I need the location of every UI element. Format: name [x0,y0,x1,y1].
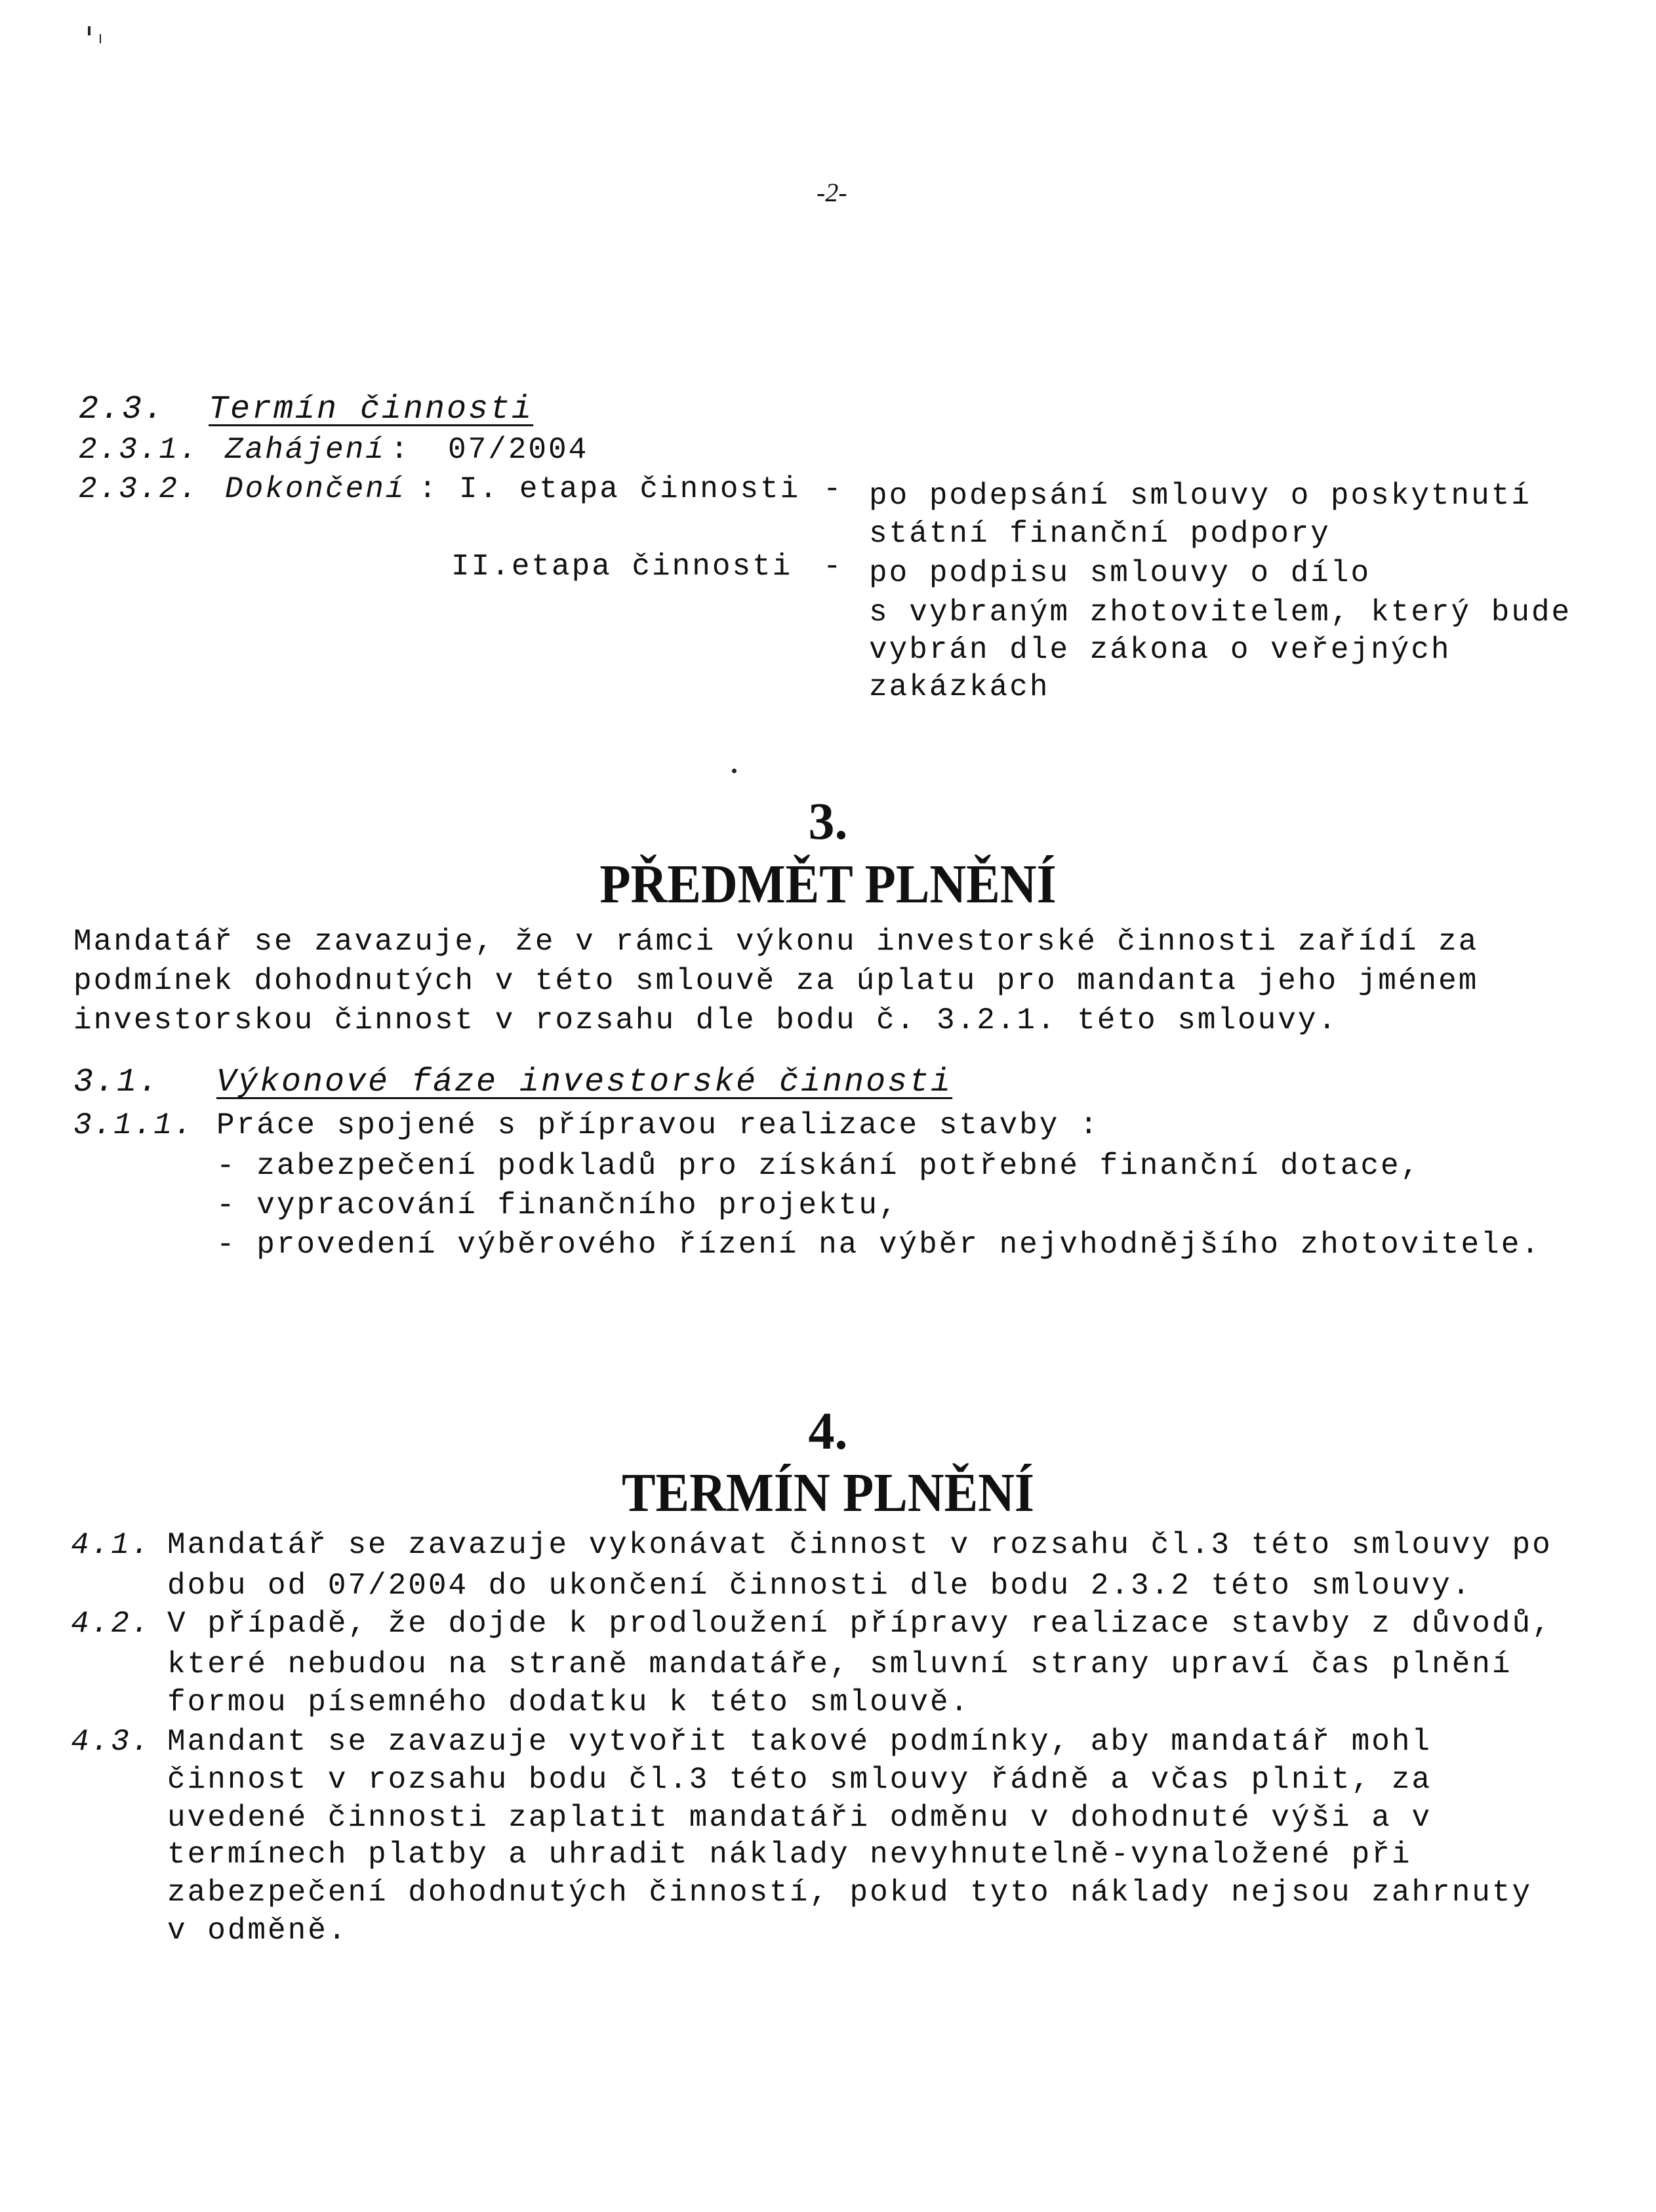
item-4-2-line: V případě, že dojde k prodloužení přípravy realizace stavby z důvodů, [167,1607,1552,1641]
scan-speck [732,769,737,773]
item-2-3-1-separator: : [390,433,411,467]
item-4-3-number: 4.3. [71,1725,151,1759]
item-2-3-2-number: 2.3.2. [79,472,199,506]
item-4-3-line: termínech platby a uhradit náklady nevyhnutelně-vynaložené při [167,1838,1412,1872]
item-4-2-line: které nebudou na straně mandatáře, smluvní strany upraví čas plnění [167,1647,1512,1681]
stage-2-name: II.etapa činnosti [451,550,793,584]
stage-2-line: zakázkách [869,670,1050,704]
item-3-1-1-bullet: - zabezpečení podkladů pro získání potřebné finanční dotace, [216,1149,1421,1183]
stage-1-name: I. etapa činnosti [459,472,801,506]
item-3-1-1-number: 3.1.1. [73,1108,194,1142]
item-4-1-line: dobu od 07/2004 do ukončení činnosti dle bodu 2.3.2 této smlouvy. [167,1569,1472,1603]
stage-2-dash: - [823,550,843,584]
scan-speck [100,34,101,43]
section-2-3-number: 2.3. [79,391,166,428]
item-2-3-2-separator: : [418,472,439,506]
item-4-3-line: činnost v rozsahu bodu čl.3 této smlouvy řádně a včas plnit, za [167,1763,1432,1797]
item-3-1-1-text: Práce spojené s přípravou realizace stavby : [216,1108,1100,1142]
stage-1-line: po podepsání smlouvy o poskytnutí [869,479,1531,513]
item-2-3-1-label: Zahájení [225,433,386,467]
item-4-3-line: Mandant se zavazuje vytvořit takové podmínky, aby mandatář mohl [167,1725,1432,1759]
stage-1-line: státní finanční podpory [869,517,1331,551]
section-3-intro-line: Mandatář se zavazuje, že v rámci výkonu investorské činnosti zařídí za [73,925,1479,959]
page-number: -2- [817,178,847,207]
stage-2-line: s vybraným zhotovitelem, který bude [869,595,1572,630]
section-3-1-number: 3.1. [73,1064,161,1101]
item-2-3-2-label: Dokončení [225,472,406,506]
section-3-intro-line: investorskou činnost v rozsahu dle bodu č. 3.2.1. této smlouvy. [73,1003,1339,1037]
section-3-number: 3. [808,793,848,851]
item-4-3-line: v odměně. [167,1914,348,1948]
section-3-intro-line: podmínek dohodnutých v této smlouvě za úplatu pro mandanta jeho jménem [73,964,1479,998]
stage-2-line: po podpisu smlouvy o dílo [869,556,1371,590]
item-4-1-line: Mandatář se zavazuje vykonávat činnost v rozsahu čl.3 této smlouvy po [167,1528,1552,1562]
item-3-1-1-bullet: - vypracování finančního projektu, [216,1188,899,1222]
section-3-1-title: Výkonové fáze investorské činnosti [216,1064,953,1101]
section-4-title: TERMÍN PLNĚNÍ [621,1462,1035,1523]
item-2-3-1-value: 07/2004 [448,433,589,467]
section-2-3-title: Termín činnosti [209,391,534,428]
section-4-number: 4. [808,1403,848,1460]
section-3-title: PŘEDMĚT PLNĚNÍ [599,854,1057,915]
scan-speck [88,26,91,35]
stage-1-dash: - [823,472,843,506]
item-4-2-number: 4.2. [71,1607,151,1641]
item-4-3-line: zabezpečení dohodnutých činností, pokud tyto náklady nejsou zahrnuty [167,1876,1533,1910]
item-4-2-line: formou písemného dodatku k této smlouvě. [167,1685,971,1719]
item-4-1-number: 4.1. [71,1528,151,1562]
item-3-1-1-bullet: - provedení výběrového řízení na výběr nejvhodnějšího zhotovitele. [216,1228,1541,1262]
stage-2-line: vybrán dle zákona o veřejných [869,633,1451,667]
item-2-3-1-number: 2.3.1. [79,433,199,467]
item-4-3-line: uvedené činnosti zaplatit mandatáři odměnu v dohodnuté výši a v [167,1801,1432,1835]
